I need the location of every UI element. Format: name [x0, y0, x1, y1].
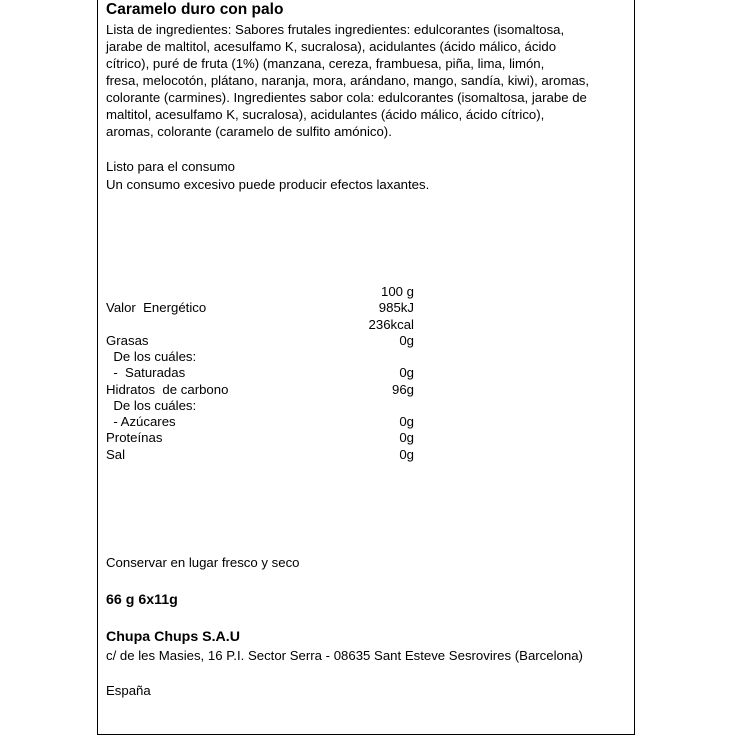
nutrition-row-label: Valor Energético	[106, 300, 207, 315]
nutrition-row-label: Grasas	[106, 333, 149, 348]
ready-to-eat-note: Listo para el consumo	[106, 159, 236, 174]
nutrition-row-value: 0g	[399, 447, 414, 462]
nutrition-row-value: 0g	[399, 414, 414, 429]
nutrition-row-label: Sal	[106, 447, 126, 462]
nutrition-row-value: 236kcal	[368, 317, 414, 332]
nutrition-header: 100 g	[380, 284, 414, 299]
laxative-warning: Un consumo excesivo puede producir efectos laxantes.	[106, 177, 430, 192]
country-of-origin: España	[106, 683, 151, 698]
nutrition-row-label: - Saturadas	[106, 365, 186, 380]
nutrition-row-label: Hidratos de carbono	[106, 382, 229, 397]
product-title: Caramelo duro con palo	[106, 1, 284, 18]
nutrition-row-value: 0g	[399, 365, 414, 380]
net-weight: 66 g 6x11g	[106, 592, 178, 608]
company-address: c/ de les Masies, 16 P.I. Sector Serra - 08635 Sant Esteve Sesrovires (Barcelona)	[106, 648, 583, 663]
nutrition-row-value: 0g	[399, 333, 414, 348]
storage-instructions: Conservar en lugar fresco y seco	[106, 555, 300, 570]
nutrition-row-label: Proteínas	[106, 430, 163, 445]
nutrition-row-label: - Azúcares	[106, 414, 176, 429]
company-name: Chupa Chups S.A.U	[106, 629, 240, 645]
nutrition-row-label: De los cuáles:	[106, 349, 197, 364]
nutrition-row-value: 0g	[399, 430, 414, 445]
nutrition-row-value: 985kJ	[378, 300, 414, 315]
nutrition-row-value: 96g	[391, 382, 414, 397]
ingredients-list: Lista de ingredientes: Sabores frutales ingredientes: edulcorantes (isomaltosa, jarabe de maltitol, acesulfamo K, sucralosa), acidulantes (ácido málico, ácido cítrico), puré de fruta (1%) (manzana, cereza, frambuesa, piña, lima, limón, fresa, melocotón, plátano, naranja, mora, arándano, mango, sandía, kiwi), aromas, colorante (carmines). Ingredientes sabor cola: edulcorantes (isomaltosa, jarabe de maltitol, acesulfamo K, sucralosa), acidulantes (ácido málico, ácido cítrico), aromas, colorante (caramelo de sulfito amónico).	[106, 22, 590, 139]
nutrition-row-label: De los cuáles:	[106, 398, 197, 413]
